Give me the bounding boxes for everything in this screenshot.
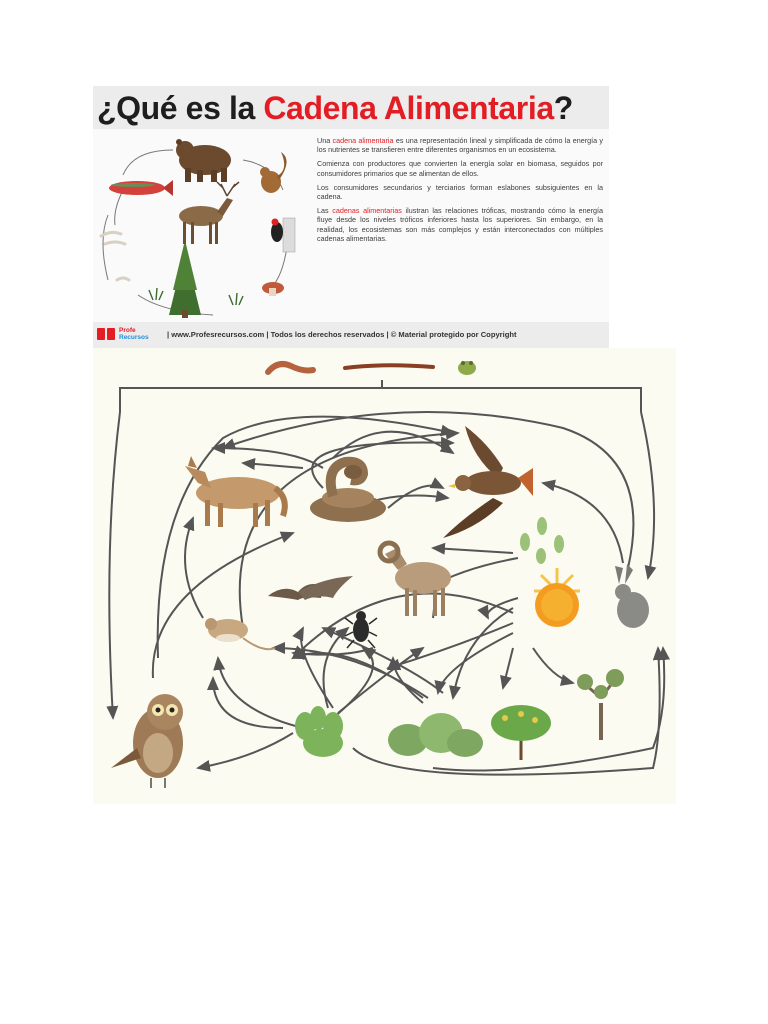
hawk-icon (443, 426, 533, 538)
toad-icon (458, 361, 476, 375)
millipede-icon (345, 365, 433, 368)
plant-icon (169, 240, 201, 318)
paragraph-4-end: ilustran las relaciones tróficas, mostrando cómo la energía fluye desde los niveles tróficos inferiores hasta los superiores. Sin embargo, en la realidad, los ecosistemas son más complejos y están interconectados con múltiples cadenas alimentarias. (317, 206, 603, 243)
paragraph-4-highlight: cadenas alimentarias (332, 206, 402, 216)
woodpecker-icon (271, 218, 295, 252)
jackrabbit-icon (615, 564, 649, 628)
sun-icon (534, 568, 580, 627)
title-part-3: ? (553, 90, 573, 126)
prickly-pear-icon (295, 706, 343, 757)
joshua-tree-icon (577, 669, 624, 740)
title-part-2: Cadena Alimentaria (263, 90, 554, 126)
footer-bar (93, 322, 609, 348)
cactus-seeds-icon (520, 517, 564, 564)
squirrel-icon (260, 152, 287, 193)
barrel-cactus-icon (388, 713, 483, 757)
bat-icon (268, 576, 353, 600)
title-part-1: ¿Qué es la (97, 90, 264, 126)
paragraph-1-end: es una representación lineal y simplificada de cómo la energía y los nutrientes se transfieren entre diferentes organismos en un ecosistema. (317, 136, 603, 155)
shrub-icon (491, 705, 551, 760)
food-web-panel (93, 348, 676, 804)
title-bar (93, 86, 609, 129)
rattlesnake-icon (310, 462, 386, 522)
earthworm-icon (268, 364, 313, 372)
page-title (97, 91, 573, 125)
footer-copyright: | www.Profesrecursos.com | Todos los derechos reservados | © Material protegido por Copyright (167, 330, 517, 339)
salmon-icon (109, 180, 173, 196)
paragraph-1 (317, 136, 603, 154)
kangaroo-rat-icon (205, 618, 275, 649)
profe-recursos-logo (97, 327, 161, 343)
paragraph-2: Comienza con productores que convierten la energía solar en biomasa, seguidos por consumidores primarios que se alimentan de ellos. (317, 159, 603, 178)
logo-text (119, 327, 149, 341)
food-web-diagram (93, 348, 676, 804)
explanation-text (317, 136, 603, 248)
paragraph-4 (317, 206, 603, 243)
bighorn-sheep-icon (380, 543, 451, 616)
logo-line-2: Recursos (119, 334, 149, 341)
food-chain-cycle-illustration (93, 130, 305, 320)
elk-icon (179, 182, 239, 244)
beetle-icon (345, 611, 377, 648)
cycle-arrows (103, 150, 288, 315)
logo-tile-2 (107, 328, 115, 340)
logo-tile-1 (97, 328, 105, 340)
bear-icon (176, 139, 231, 182)
owl-icon (111, 694, 183, 788)
decomposer-bracket (120, 380, 641, 412)
paragraph-1-highlight: cadena alimentaria (332, 136, 394, 145)
infographic-panel (93, 86, 609, 348)
mushroom-icon (262, 282, 284, 296)
paragraph-4-start: Las (317, 206, 333, 216)
paragraph-1-start: Una (317, 136, 333, 145)
paragraph-3: Los consumidores secundarios y terciarios forman eslabones subsiguientes en la cadena. (317, 182, 603, 202)
worm-icon (101, 232, 129, 280)
logo-line-1: Profe (119, 327, 136, 334)
